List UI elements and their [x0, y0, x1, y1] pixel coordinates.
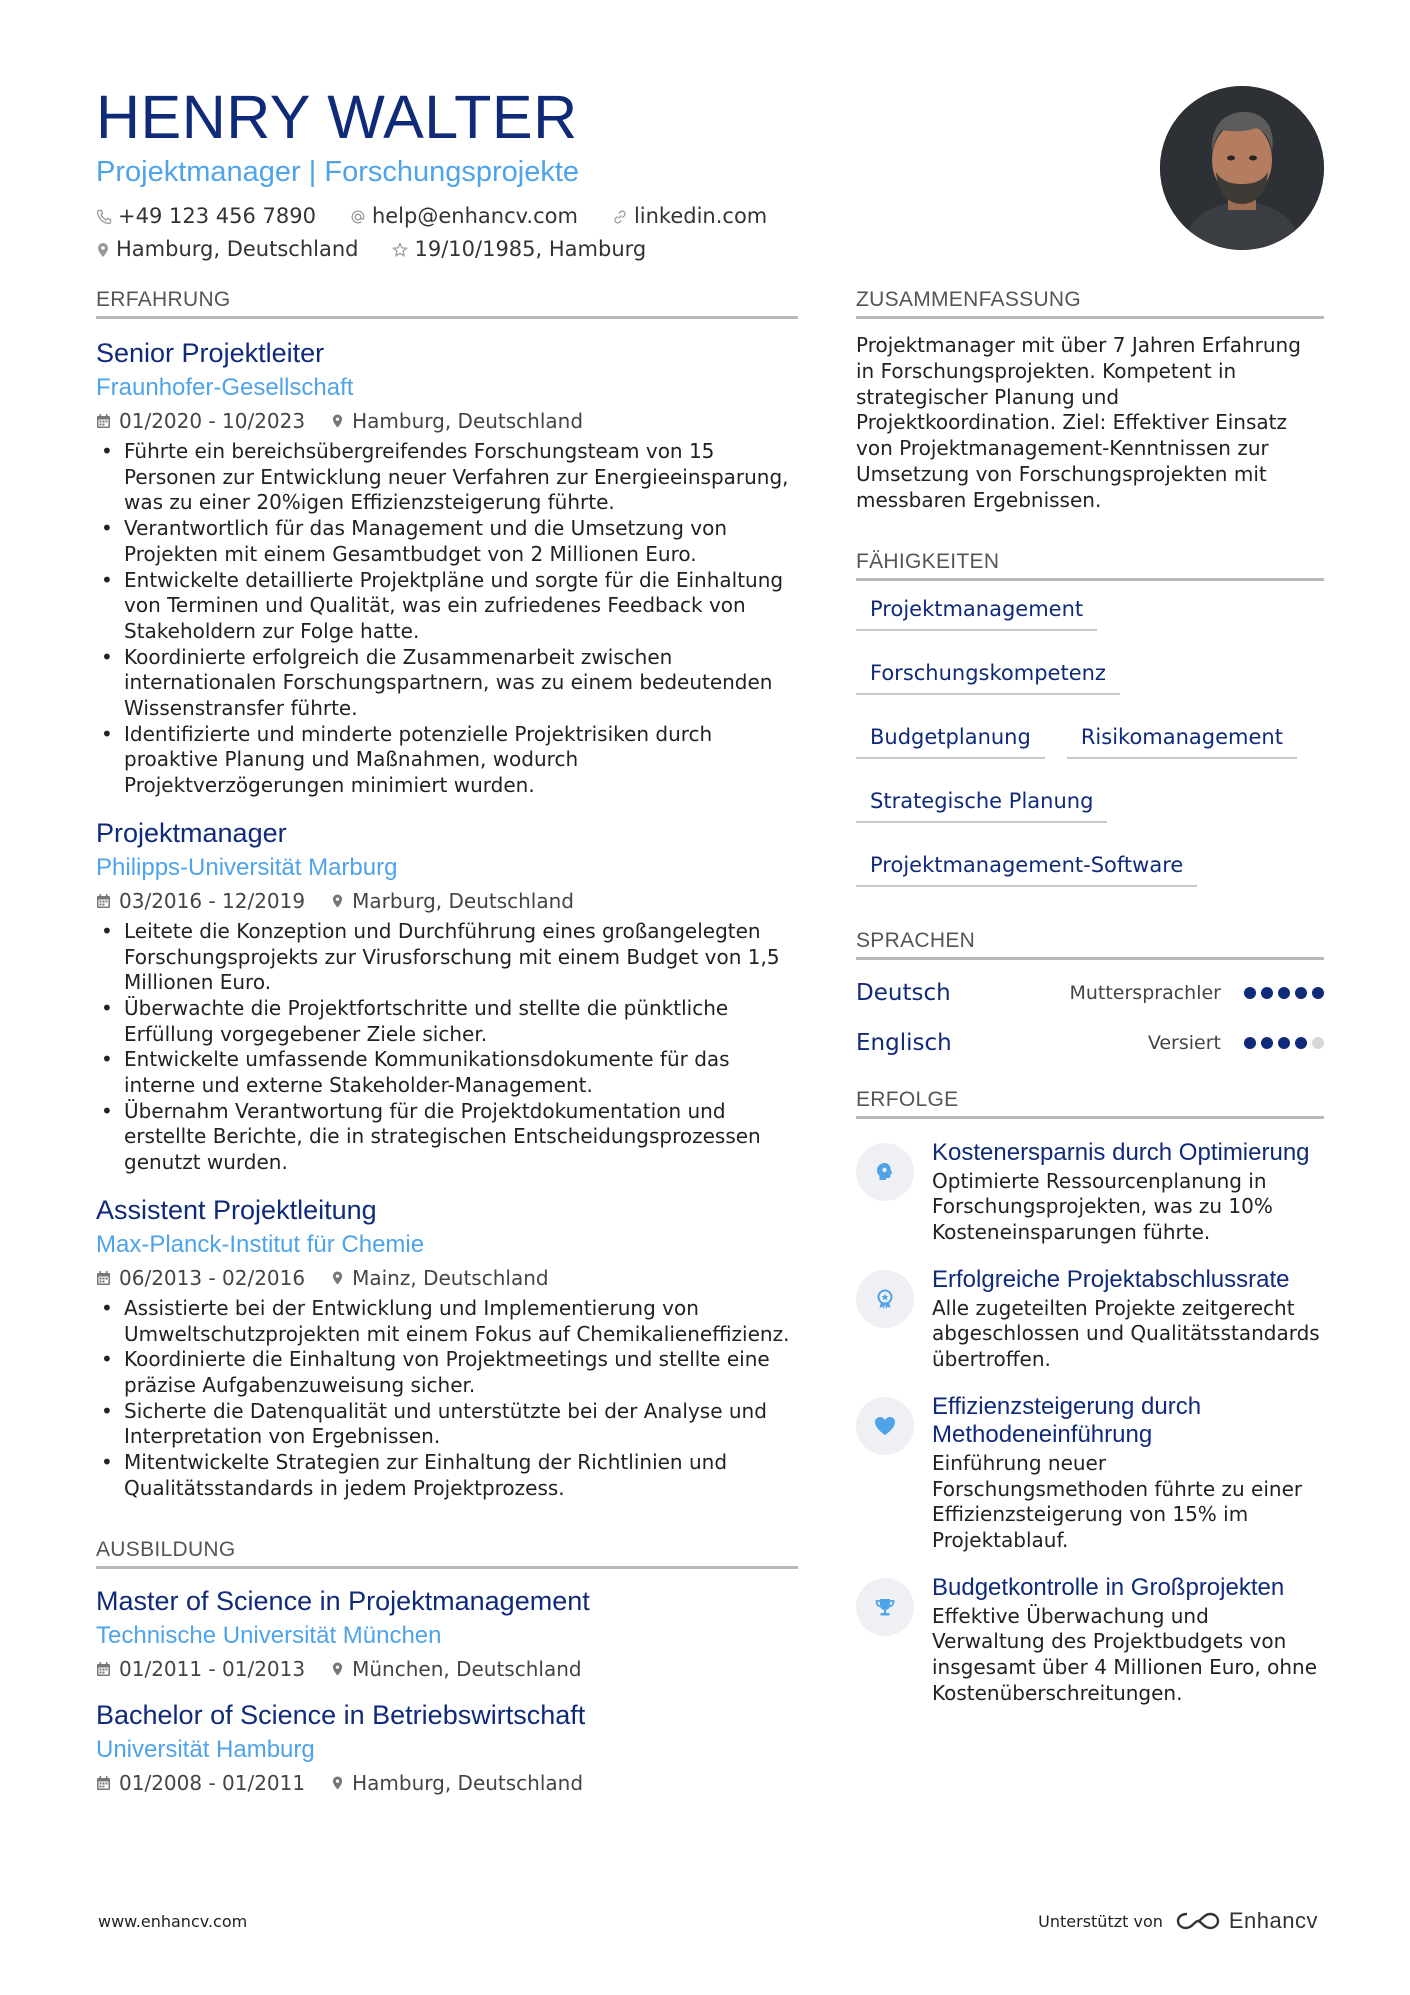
education-meta	[96, 1769, 798, 1797]
phone-text: +49 123 456 7890	[118, 204, 316, 228]
skill-tag: Forschungskompetenz	[856, 655, 1120, 695]
job-dates	[96, 407, 305, 435]
education-location-text: Hamburg, Deutschland	[352, 1770, 584, 1795]
footer-url-link[interactable]: www.enhancv.com	[98, 1911, 248, 1931]
resume-header	[96, 84, 1146, 264]
achievement-body	[932, 1574, 1324, 1707]
education-dates	[96, 1769, 305, 1797]
education-dates-text: 01/2008 - 01/2011	[119, 1770, 306, 1795]
achievement-body	[932, 1266, 1324, 1373]
skill-tag: Strategische Planung	[856, 783, 1107, 823]
contact-linkedin[interactable]	[612, 202, 767, 231]
contact-location	[96, 235, 358, 264]
candidate-headline: Projektmanager | Forschungsprojekte	[96, 156, 580, 188]
contact-list	[96, 202, 1096, 264]
achievement-desc: Optimierte Ressourcenplanung in Forschungsprojekten, was zu 10% Kosteneinsparungen führte.	[932, 1168, 1273, 1244]
location-text: Hamburg, Deutschland	[116, 237, 359, 261]
brain-icon	[874, 1161, 896, 1183]
achievement-body	[932, 1139, 1324, 1246]
email-text: help@enhancv.com	[371, 204, 578, 228]
experience-entry	[96, 335, 798, 799]
contact-phone[interactable]	[96, 202, 316, 231]
bullet-item: • Verantwortlich für das Management und die Umsetzung von Projekten mit einem Gesamtbudget von 2 Millionen Euro.	[96, 516, 798, 567]
bullet-item: • Sicherte die Datenqualität und unterstützte bei der Analyse und Interpretation von Ergebnissen.	[96, 1399, 798, 1450]
bullet-item: • Mitentwickelte Strategien zur Einhaltung der Richtlinien und Qualitätsstandards in jedem Projektprozess.	[96, 1450, 798, 1501]
achievement-desc: Einführung neuer Forschungsmethoden führte zu einer Effizienzsteigerung von 15% im Projektablauf.	[932, 1450, 1303, 1552]
education-entry	[96, 1583, 798, 1683]
language-name: Deutsch	[856, 979, 951, 1006]
rating-dot-filled	[1278, 987, 1290, 999]
location-pin-icon	[331, 1661, 344, 1677]
link-icon	[612, 209, 628, 225]
calendar-icon	[96, 893, 111, 909]
experience-entry	[96, 1192, 798, 1502]
rating-dot-filled	[1261, 987, 1273, 999]
rating-dot-filled	[1261, 1037, 1273, 1049]
powered-by-text: Unterstützt von	[1038, 1911, 1163, 1931]
job-company: Fraunhofer-Gesellschaft	[96, 374, 354, 401]
achievement-desc: Alle zugeteilten Projekte zeitgerecht abgeschlossen und Qualitätsstandards übertroffen.	[932, 1295, 1320, 1372]
language-name: Englisch	[856, 1029, 952, 1056]
bullet-item: • Leitete die Konzeption und Durchführung eines großangelegten Forschungsprojekts zur Virusforschung mit einem Budget von 1,5 Millionen Euro.	[96, 919, 798, 996]
achievement-desc: Effektive Überwachung und Verwaltung des Projektbudgets von insgesamt über 4 Millionen Euro, ohne Kostenüberschreitungen.	[932, 1603, 1318, 1705]
section-title-languages: SPRACHEN	[856, 927, 1324, 960]
contact-birth	[392, 235, 646, 264]
rating-dot-filled	[1295, 987, 1307, 999]
language-row	[856, 1026, 1324, 1060]
summary-text: Projektmanager mit über 7 Jahren Erfahrung in Forschungsprojekten. Kompetent in strategischer Planung und Projektkoordination. Ziel: Effektiver Einsatz von Projektmanagement-Kenntnissen zur Umsetzung von Forschungsprojekten mit messbaren Ergebnissen.	[856, 333, 1301, 512]
rating-dots	[1239, 1037, 1324, 1049]
school-name: Universität Hamburg	[96, 1735, 315, 1763]
section-title-skills: FÄHIGKEITEN	[856, 548, 1324, 581]
job-bullets	[96, 439, 798, 799]
job-location-text: Marburg, Deutschland	[352, 888, 574, 913]
right-column	[856, 286, 1324, 1706]
location-pin-icon	[331, 1270, 344, 1286]
achievement-item	[856, 1393, 1324, 1554]
achievement-title: Erfolgreiche Projektabschlussrate	[932, 1265, 1290, 1293]
left-column	[96, 286, 798, 1797]
language-proficiency	[1069, 982, 1324, 1004]
bullet-item: • Entwickelte detaillierte Projektpläne und sorgte für die Einhaltung von Terminen und Qualität, was ein zufriedenes Feedback von Stakeholdern zur Folge hatte.	[96, 568, 798, 645]
job-title: Assistent Projektleitung	[96, 1194, 377, 1225]
calendar-icon	[96, 413, 111, 429]
bullet-item: • Koordinierte erfolgreich die Zusammenarbeit zwischen internationalen Forschungspartnern, was zu einem bedeutenden Wissenstransfer führte.	[96, 645, 798, 722]
brand-name: Enhancv	[1228, 1908, 1318, 1933]
job-title: Projektmanager	[96, 817, 287, 848]
avatar-image	[1160, 86, 1324, 250]
education-dates	[96, 1655, 305, 1683]
job-dates-text: 01/2020 - 10/2023	[119, 409, 306, 433]
star-icon	[392, 242, 408, 258]
skill-tag: Budgetplanung	[856, 719, 1045, 759]
skill-tag: Projektmanagement	[856, 591, 1097, 631]
section-title-experience: ERFAHRUNG	[96, 286, 798, 319]
calendar-icon	[96, 1270, 111, 1286]
job-dates	[96, 887, 305, 915]
location-pin-icon	[331, 893, 344, 909]
job-bullets	[96, 1296, 798, 1502]
rating-dot-empty	[1312, 1037, 1324, 1049]
education-location	[331, 1655, 581, 1683]
footer-brand[interactable]	[1038, 1908, 1318, 1934]
job-dates-text: 06/2013 - 02/2016	[119, 1265, 306, 1290]
achievement-item	[856, 1574, 1324, 1707]
enhancv-logo-icon	[1175, 1910, 1221, 1932]
achievement-title: Kostenersparnis durch Optimierung	[932, 1138, 1310, 1166]
trophy-icon	[874, 1596, 896, 1618]
contact-email[interactable]	[350, 202, 578, 231]
section-title-education: AUSBILDUNG	[96, 1536, 798, 1569]
job-title: Senior Projektleiter	[96, 338, 325, 368]
job-meta	[96, 1264, 798, 1292]
degree-title: Bachelor of Science in Betriebswirtschaft	[96, 1699, 586, 1730]
job-location	[331, 1264, 548, 1292]
skills-list	[856, 591, 1324, 887]
language-row	[856, 976, 1324, 1010]
rating-dot-filled	[1278, 1037, 1290, 1049]
section-title-summary: ZUSAMMENFASSUNG	[856, 286, 1324, 319]
job-meta	[96, 407, 798, 435]
location-pin-icon	[331, 1775, 344, 1791]
profile-photo	[1160, 86, 1324, 250]
calendar-icon	[96, 1661, 111, 1677]
page-footer	[98, 1908, 1318, 1934]
language-level: Versiert	[1147, 1031, 1221, 1054]
bullet-item: • Identifizierte und minderte potenzielle Projektrisiken durch proaktive Planung und Maßnahmen, wodurch Projektverzögerungen minimiert wurden.	[96, 722, 798, 799]
skill-tag: Projektmanagement-Software	[856, 847, 1197, 887]
experience-entry	[96, 815, 798, 1176]
location-pin-icon	[331, 413, 344, 429]
achievement-title: Effizienzsteigerung durch Methodeneinführung	[932, 1392, 1202, 1448]
job-bullets	[96, 919, 798, 1176]
school-name: Technische Universität München	[96, 1621, 442, 1649]
birth-text: 19/10/1985, Hamburg	[414, 237, 647, 261]
calendar-icon	[96, 1775, 111, 1791]
job-meta	[96, 887, 798, 915]
rating-dot-filled	[1244, 1037, 1256, 1049]
job-company: Philipps-Universität Marburg	[96, 853, 398, 881]
language-proficiency	[1148, 1032, 1324, 1054]
bullet-item: • Führte ein bereichsübergreifendes Forschungsteam von 15 Personen zur Entwicklung neuer Verfahren zur Energieeinsparung, was zu einer 20%igen Effizienzsteigerung führte.	[96, 439, 798, 516]
achievement-icon-badge	[856, 1143, 914, 1201]
rating-dot-filled	[1312, 987, 1324, 999]
job-dates	[96, 1264, 305, 1292]
award-icon	[874, 1288, 896, 1310]
bullet-item: • Assistierte bei der Entwicklung und Implementierung von Umweltschutzprojekten mit einem Fokus auf Chemikalieneffizienz.	[96, 1296, 798, 1347]
education-dates-text: 01/2011 - 01/2013	[119, 1656, 306, 1681]
job-company: Max-Planck-Institut für Chemie	[96, 1230, 425, 1258]
heart-icon	[873, 1415, 897, 1437]
job-location-text: Hamburg, Deutschland	[352, 409, 584, 433]
education-entry	[96, 1697, 798, 1797]
education-location	[331, 1769, 583, 1797]
skill-tag: Risikomanagement	[1067, 719, 1297, 759]
section-title-achievements: ERFOLGE	[856, 1086, 1324, 1119]
achievement-item	[856, 1266, 1324, 1373]
achievement-icon-badge	[856, 1397, 914, 1455]
achievement-body	[932, 1393, 1324, 1554]
bullet-item: • Überwachte die Projektfortschritte und stellte die pünktliche Erfüllung vorgegebener Ziele sicher.	[96, 996, 798, 1047]
rating-dots	[1239, 987, 1324, 999]
achievement-icon-badge	[856, 1578, 914, 1636]
job-dates-text: 03/2016 - 12/2019	[119, 888, 306, 913]
language-level: Muttersprachler	[1069, 981, 1221, 1004]
rating-dot-filled	[1295, 1037, 1307, 1049]
at-icon	[350, 209, 366, 225]
job-location-text: Mainz, Deutschland	[352, 1265, 549, 1290]
job-location	[331, 407, 583, 435]
candidate-name: HENRY WALTER	[96, 83, 578, 151]
bullet-item: • Entwickelte umfassende Kommunikationsdokumente für das interne und externe Stakeholder-Management.	[96, 1047, 798, 1098]
education-meta	[96, 1655, 798, 1683]
job-location	[331, 887, 574, 915]
education-location-text: München, Deutschland	[352, 1656, 582, 1681]
bullet-item: • Übernahm Verantwortung für die Projektdokumentation und erstellte Berichte, die in strategischen Entscheidungsprozessen genutzt wurden.	[96, 1099, 798, 1176]
linkedin-text: linkedin.com	[633, 204, 768, 228]
degree-title: Master of Science in Projektmanagement	[96, 1585, 590, 1616]
phone-icon	[96, 209, 112, 225]
location-pin-icon	[96, 242, 110, 258]
rating-dot-filled	[1244, 987, 1256, 999]
achievement-title: Budgetkontrolle in Großprojekten	[932, 1573, 1285, 1601]
bullet-item: • Koordinierte die Einhaltung von Projektmeetings und stellte eine präzise Aufgabenzuweisung sicher.	[96, 1347, 798, 1398]
achievement-item	[856, 1139, 1324, 1246]
achievement-icon-badge	[856, 1270, 914, 1328]
